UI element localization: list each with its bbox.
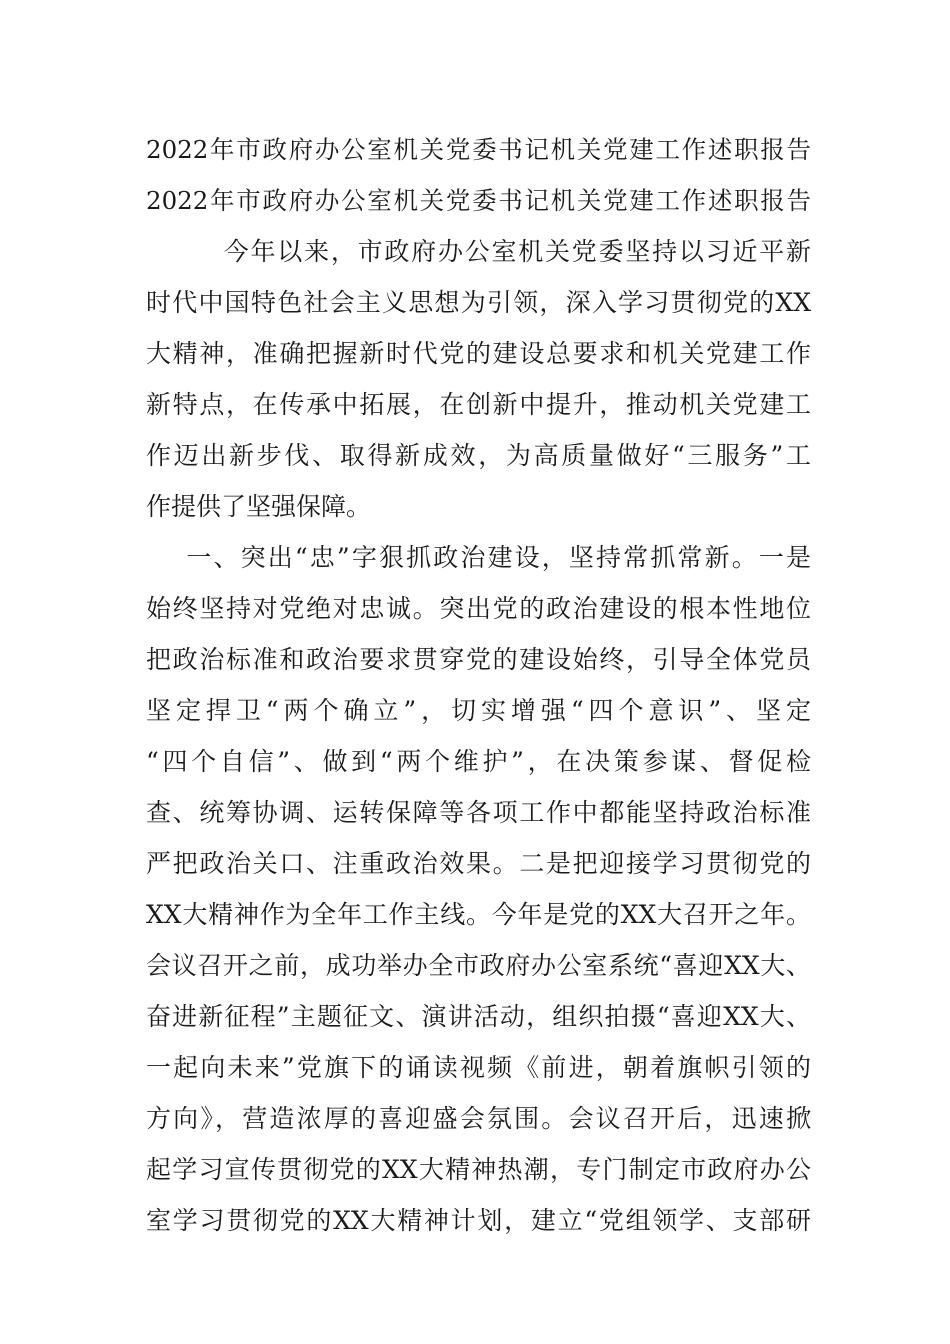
paragraph-line: 奋进新征程”主题征文、演讲活动，组织拍摄“喜迎XX大、 bbox=[146, 1002, 811, 1031]
document-title: 2022年市政府办公室机关党委书记机关党建工作述职报告 bbox=[146, 135, 811, 164]
paragraph-line: 室学习贯彻党的XX大精神计划，建立“党组领学、支部研 bbox=[146, 1206, 811, 1235]
paragraph-line: 始终坚持对党绝对忠诚。突出党的政治建设的根本性地位 bbox=[146, 594, 811, 623]
paragraph-line: 起学习宣传贯彻党的XX大精神热潮，专门制定市政府办公 bbox=[146, 1155, 811, 1184]
paragraph-line: 严把政治关口、注重政治效果。二是把迎接学习贯彻党的 bbox=[146, 849, 811, 878]
paragraph-line: 新特点，在传承中拓展，在创新中提升，推动机关党建工 bbox=[146, 390, 811, 419]
paragraph-line: 今年以来，市政府办公室机关党委坚持以习近平新 bbox=[146, 237, 811, 266]
paragraph-line: “四个自信”、做到“两个维护”，在决策参谋、督促检 bbox=[146, 747, 811, 776]
paragraph-line: 一起向未来”党旗下的诵读视频《前进，朝着旗帜引领的 bbox=[146, 1053, 811, 1082]
paragraph-line: 把政治标准和政治要求贯穿党的建设始终，引导全体党员 bbox=[146, 645, 811, 674]
paragraph-line: 一、突出“忠”字狠抓政治建设，坚持常抓常新。一是 bbox=[146, 543, 811, 572]
paragraph-line: 会议召开之前，成功举办全市政府办公室系统“喜迎XX大、 bbox=[146, 951, 811, 980]
paragraph-line: XX大精神作为全年工作主线。今年是党的XX大召开之年。 bbox=[146, 900, 811, 929]
paragraph-line: 时代中国特色社会主义思想为引领，深入学习贯彻党的XX bbox=[146, 288, 811, 317]
paragraph-line: 作迈出新步伐、取得新成效，为高质量做好“三服务”工 bbox=[146, 441, 811, 470]
document-title-repeat: 2022年市政府办公室机关党委书记机关党建工作述职报告 bbox=[146, 186, 811, 215]
paragraph-line: 大精神，准确把握新时代党的建设总要求和机关党建工作 bbox=[146, 339, 811, 368]
paragraph-line: 作提供了坚强保障。 bbox=[146, 492, 372, 521]
paragraph-line: 坚定捍卫“两个确立”，切实增强“四个意识”、坚定 bbox=[146, 696, 811, 725]
paragraph-line: 方向》，营造浓厚的喜迎盛会氛围。会议召开后，迅速掀 bbox=[146, 1104, 811, 1133]
paragraph-line: 查、统筹协调、运转保障等各项工作中都能坚持政治标准 bbox=[146, 798, 811, 827]
